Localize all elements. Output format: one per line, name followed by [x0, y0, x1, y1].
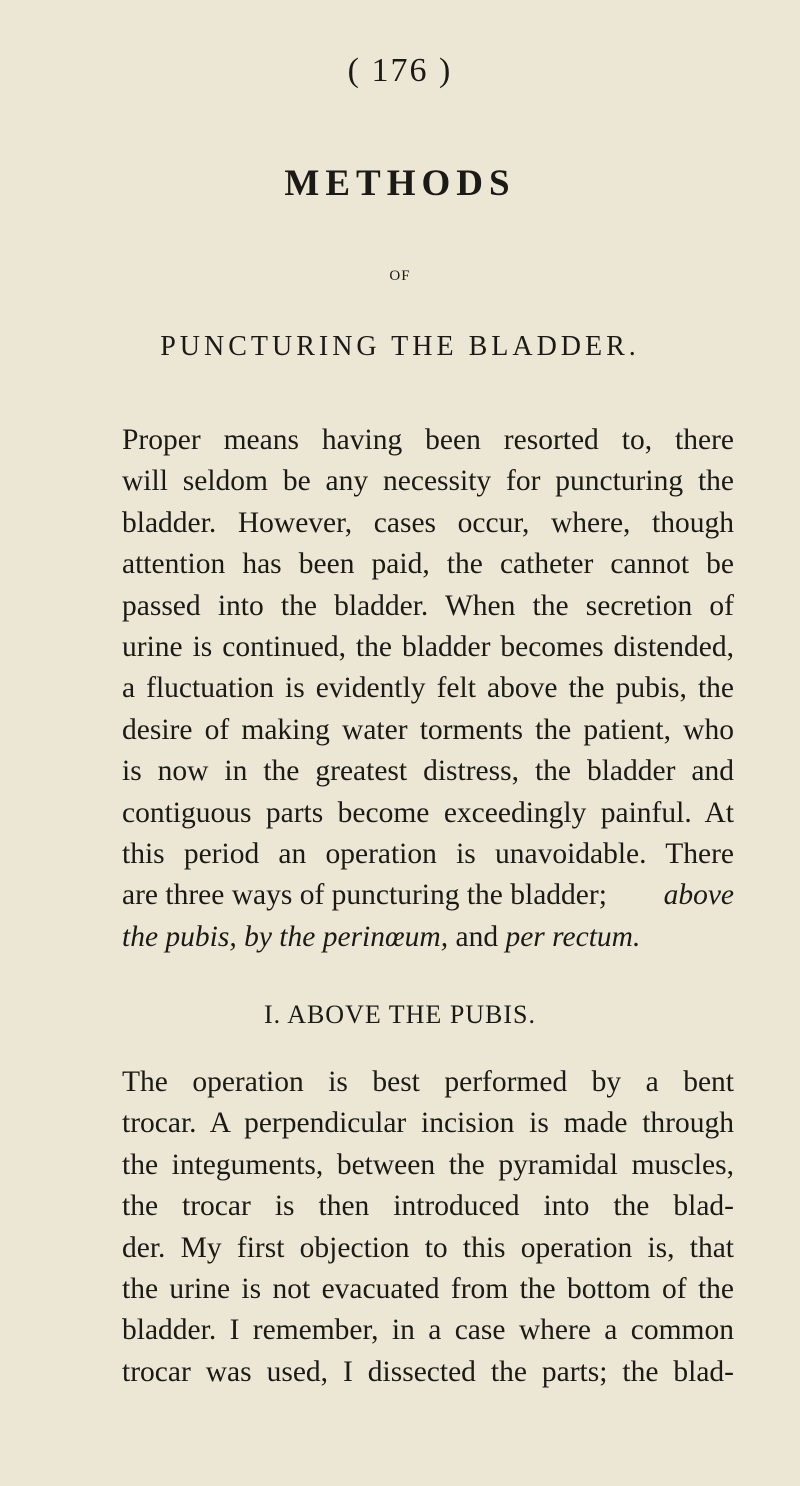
chapter-subheading: PUNCTURING THE BLADDER. — [160, 331, 640, 362]
italic-fragment: above — [663, 879, 734, 912]
italic-fragment: by the perinœum, — [244, 920, 449, 953]
text-line: urine is continued, the bladder becomes distended, — [122, 631, 734, 664]
paragraph-2 — [122, 1062, 734, 1393]
text-line: the integuments, between the pyramidal muscles, — [122, 1148, 734, 1181]
italic-fragment: per rectum. — [505, 920, 641, 953]
text-line — [122, 875, 734, 916]
text-fragment: are three ways of puncturing the bladder; — [122, 879, 607, 912]
text-line: this period an operation is unavoidable. There — [122, 838, 734, 871]
text-line: contiguous parts become exceedingly painful. At — [122, 796, 734, 829]
page-number: ( 176 ) — [347, 52, 453, 89]
text-line: attention has been paid, the catheter cannot be — [122, 548, 734, 581]
text-fragment: and — [455, 920, 499, 953]
chapter-heading: METHODS — [284, 163, 516, 204]
heading-connector: OF — [389, 268, 411, 284]
text-line: desire of making water torments the patient, who — [122, 713, 734, 746]
text-line: trocar. A perpendicular incision is made through — [122, 1107, 734, 1140]
section-title: I. ABOVE THE PUBIS. — [263, 1000, 537, 1029]
text-line: bladder. I remember, in a case where a common — [122, 1314, 734, 1347]
italic-fragment: the pubis, — [122, 920, 237, 953]
text-line: is now in the greatest distress, the bladder and — [122, 755, 734, 788]
text-line: Proper means having been resorted to, there — [122, 424, 734, 456]
text-line: The operation is best performed by a bent — [122, 1066, 734, 1098]
paragraph-1 — [122, 420, 734, 958]
text-line: the urine is not evacuated from the bottom of the — [122, 1273, 734, 1306]
text-line — [122, 917, 734, 958]
text-line: a fluctuation is evidently felt above the pubis, the — [122, 672, 734, 705]
text-line: passed into the bladder. When the secretion of — [122, 589, 734, 622]
text-line: trocar was used, I dissected the parts; the blad- — [122, 1355, 734, 1388]
text-line: will seldom be any necessity for puncturing the — [122, 465, 734, 498]
text-line: der. My first objection to this operation is, that — [122, 1231, 734, 1264]
text-line: the trocar is then introduced into the blad- — [122, 1190, 734, 1223]
text-line: bladder. However, cases occur, where, though — [122, 506, 734, 539]
